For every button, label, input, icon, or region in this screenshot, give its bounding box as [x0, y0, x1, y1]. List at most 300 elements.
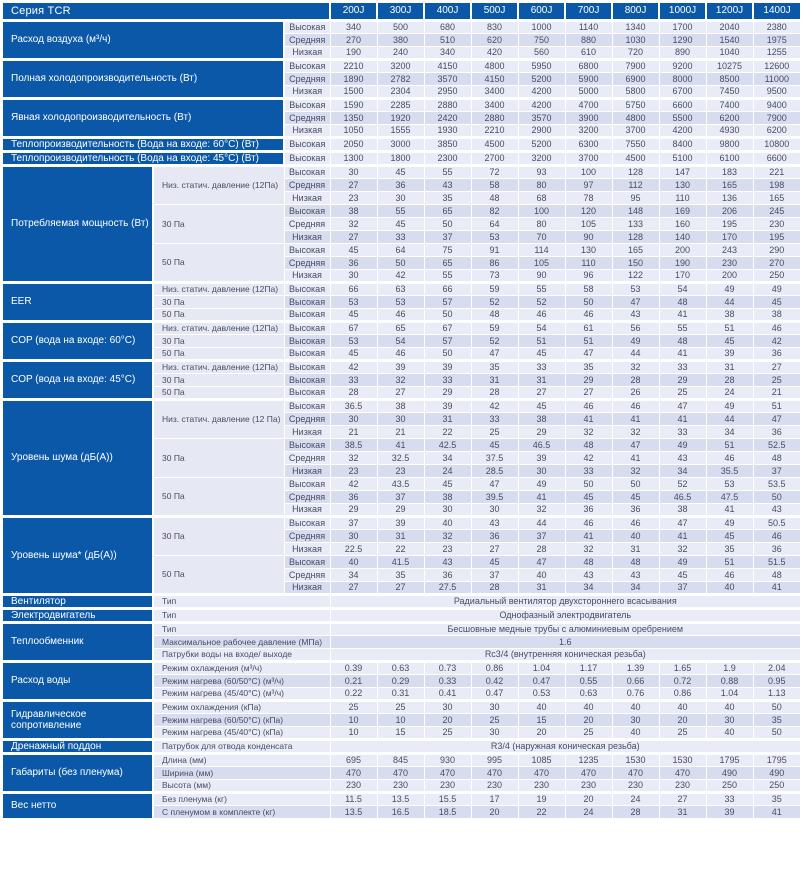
value-cell: 2950 — [424, 85, 471, 98]
value-cell: 31 — [612, 542, 659, 555]
value-cell: 53 — [330, 334, 377, 347]
table-row — [3, 622, 800, 635]
value-cell: 1540 — [706, 33, 753, 46]
value-cell: 9200 — [659, 59, 706, 72]
value-cell: 10 — [377, 713, 424, 726]
fan-speed-label: Средняя — [284, 72, 330, 85]
table-header-row — [3, 3, 800, 20]
fan-speed-label: Высокая — [284, 204, 330, 217]
value-cell: 43 — [612, 568, 659, 581]
value-cell: 44 — [612, 347, 659, 360]
value-cell: 0.21 — [330, 674, 377, 687]
value-cell: 51 — [565, 334, 612, 347]
value-cell: 50 — [612, 477, 659, 490]
value-cell: 165 — [753, 191, 800, 204]
value-cell: 0.95 — [753, 674, 800, 687]
fan-speed-label: Высокая — [284, 295, 330, 308]
value-cell: 41 — [659, 308, 706, 321]
value-cell: 41 — [377, 438, 424, 451]
value-cell: 36 — [753, 542, 800, 555]
value-cell: 39 — [377, 516, 424, 529]
value-cell: 7900 — [612, 59, 659, 72]
row-sublabel: Тип — [153, 594, 330, 608]
value-cell: 31 — [659, 805, 706, 818]
value-cell: 4500 — [471, 137, 518, 151]
section-label: COP (вода на входе: 45°C) — [3, 360, 153, 399]
model-column-header: 800J — [612, 3, 659, 20]
value-cell: 36 — [612, 503, 659, 516]
value-cell: 4800 — [471, 59, 518, 72]
value-cell: 0.63 — [377, 661, 424, 674]
fan-speed-label: Средняя — [284, 568, 330, 581]
row-sublabel: 30 Па — [153, 438, 284, 477]
value-cell: 48 — [659, 295, 706, 308]
value-cell: 15 — [377, 726, 424, 739]
value-cell: 1030 — [612, 33, 659, 46]
value-cell: 46 — [753, 529, 800, 542]
value-cell: 53 — [377, 295, 424, 308]
value-cell: 490 — [753, 766, 800, 779]
value-cell: 33 — [330, 373, 377, 386]
value-cell: 41.5 — [377, 555, 424, 568]
value-cell: 36 — [753, 347, 800, 360]
value-cell: 221 — [753, 165, 800, 178]
value-cell: 41 — [659, 529, 706, 542]
value-cell: 4700 — [565, 98, 612, 111]
value-cell: 230 — [565, 779, 612, 792]
value-cell: 19 — [518, 792, 565, 805]
value-cell: 47 — [471, 347, 518, 360]
value-cell: 53 — [612, 282, 659, 295]
row-sublabel: Патрубки воды на входе/ выходе — [153, 648, 330, 661]
value-cell: 45 — [706, 334, 753, 347]
value-cell: 0.53 — [518, 687, 565, 700]
value-cell: 46.5 — [659, 490, 706, 503]
value-cell: 34 — [424, 451, 471, 464]
value-cell: 995 — [471, 753, 518, 766]
value-cell: 230 — [706, 256, 753, 269]
value-cell: 4200 — [518, 98, 565, 111]
value-cell: 1700 — [659, 20, 706, 33]
value-cell: 51 — [518, 334, 565, 347]
value-cell: 53 — [330, 295, 377, 308]
value-cell: 47 — [659, 516, 706, 529]
value-cell: 65 — [424, 256, 471, 269]
value-cell: 47 — [612, 438, 659, 451]
value-cell: 3900 — [565, 111, 612, 124]
value-cell: 41 — [706, 503, 753, 516]
value-cell: 1975 — [753, 33, 800, 46]
value-cell: 6200 — [706, 111, 753, 124]
row-sublabel: С пленумом в комплекте (кг) — [153, 805, 330, 818]
table-row — [3, 594, 800, 608]
value-cell: 0.29 — [377, 674, 424, 687]
value-cell: 33 — [659, 425, 706, 438]
value-cell: 41 — [753, 581, 800, 594]
section-label: Уровень шума* (дБ(А)) — [3, 516, 153, 594]
value-cell: 420 — [471, 46, 518, 59]
value-cell: 31 — [518, 373, 565, 386]
value-cell: 32 — [612, 360, 659, 373]
row-sublabel: Тип — [153, 622, 330, 635]
value-cell: 53 — [471, 230, 518, 243]
value-cell: 128 — [612, 230, 659, 243]
table-row — [3, 753, 800, 766]
value-cell: 1.04 — [518, 661, 565, 674]
value-cell: 51 — [706, 555, 753, 568]
value-cell: 0.39 — [330, 661, 377, 674]
fan-speed-label: Высокая — [284, 243, 330, 256]
value-cell: 40 — [330, 555, 377, 568]
value-cell: 40 — [612, 726, 659, 739]
value-cell: 52 — [471, 295, 518, 308]
value-cell: 190 — [659, 256, 706, 269]
value-cell: 34 — [565, 581, 612, 594]
value-cell: 29 — [330, 503, 377, 516]
value-cell: 30 — [424, 503, 471, 516]
fan-speed-label: Высокая — [284, 438, 330, 451]
value-cell: 15 — [518, 713, 565, 726]
value-cell: 78 — [565, 191, 612, 204]
value-cell: 53.5 — [753, 477, 800, 490]
value-cell: 110 — [565, 256, 612, 269]
value-cell: 44 — [706, 412, 753, 425]
value-cell: 20 — [518, 726, 565, 739]
value-cell: 68 — [518, 191, 565, 204]
section-label: Вес нетто — [3, 792, 153, 818]
value-cell: 37 — [377, 490, 424, 503]
value-cell: 41 — [612, 451, 659, 464]
value-cell: 45 — [518, 347, 565, 360]
value-cell: 0.86 — [659, 687, 706, 700]
value-cell: 47 — [659, 399, 706, 412]
value-cell: 25 — [659, 726, 706, 739]
value-cell: 20 — [424, 713, 471, 726]
value-cell: 41 — [518, 490, 565, 503]
value-cell: 1500 — [330, 85, 377, 98]
value-cell: 9500 — [753, 85, 800, 98]
value-cell: 30 — [612, 713, 659, 726]
fan-speed-label: Высокая — [284, 151, 330, 165]
table-row — [3, 165, 800, 178]
row-sublabel: 50 Па — [153, 555, 284, 594]
value-cell: 43 — [424, 178, 471, 191]
value-cell: 3700 — [565, 151, 612, 165]
value-cell: 5200 — [518, 72, 565, 85]
row-sublabel: 50 Па — [153, 386, 284, 399]
value-cell: 2700 — [471, 151, 518, 165]
value-cell: 46 — [377, 347, 424, 360]
value-cell: 45 — [330, 347, 377, 360]
value-cell: 46 — [706, 568, 753, 581]
value-cell: 620 — [471, 33, 518, 46]
value-cell: 45 — [377, 217, 424, 230]
value-cell: 26 — [612, 386, 659, 399]
fan-speed-label: Средняя — [284, 412, 330, 425]
value-cell: 45 — [377, 165, 424, 178]
value-cell: 50 — [424, 308, 471, 321]
table-row — [3, 321, 800, 334]
value-cell: 136 — [706, 191, 753, 204]
value-cell: 2304 — [377, 85, 424, 98]
value-cell: 66 — [330, 282, 377, 295]
value-cell: 270 — [330, 33, 377, 46]
value-cell: 25 — [471, 713, 518, 726]
value-cell: 3200 — [377, 59, 424, 72]
value-cell: 27 — [471, 542, 518, 555]
value-cell: 40 — [659, 700, 706, 713]
value-cell: 230 — [377, 779, 424, 792]
fan-speed-label: Высокая — [284, 399, 330, 412]
value-cell: 130 — [565, 243, 612, 256]
value-cell: 23 — [330, 191, 377, 204]
value-cell: 35 — [565, 360, 612, 373]
value-cell: 20 — [565, 792, 612, 805]
value-cell: 5200 — [518, 137, 565, 151]
tcr-spec-table — [3, 3, 800, 819]
value-cell: 30 — [330, 529, 377, 542]
model-column-header: 300J — [377, 3, 424, 20]
merged-value-cell: 1.6 — [330, 635, 800, 648]
value-cell: 43 — [471, 516, 518, 529]
row-sublabel: Низ. статич. давление (12Па) — [153, 321, 284, 334]
value-cell: 147 — [659, 165, 706, 178]
value-cell: 43 — [565, 568, 612, 581]
row-sublabel: 50 Па — [153, 243, 284, 282]
value-cell: 28 — [612, 373, 659, 386]
value-cell: 845 — [377, 753, 424, 766]
row-sublabel: Патрубок для отвода конденсата — [153, 739, 330, 753]
value-cell: 10275 — [706, 59, 753, 72]
value-cell: 32 — [330, 217, 377, 230]
value-cell: 36.5 — [330, 399, 377, 412]
value-cell: 1235 — [565, 753, 612, 766]
value-cell: 32 — [565, 542, 612, 555]
value-cell: 3400 — [471, 85, 518, 98]
value-cell: 27 — [659, 792, 706, 805]
value-cell: 0.66 — [612, 674, 659, 687]
value-cell: 3570 — [518, 111, 565, 124]
section-label: COP (вода на входе: 60°C) — [3, 321, 153, 360]
table-row — [3, 516, 800, 529]
value-cell: 29 — [424, 386, 471, 399]
value-cell: 50 — [424, 217, 471, 230]
row-sublabel: Режим нагрева (45/40°C) (кПа) — [153, 726, 330, 739]
value-cell: 6600 — [753, 151, 800, 165]
section-label: Расход воздуха (м³/ч) — [3, 20, 284, 59]
fan-speed-label: Высокая — [284, 321, 330, 334]
value-cell: 830 — [471, 20, 518, 33]
value-cell: 35.5 — [706, 464, 753, 477]
value-cell: 34 — [659, 464, 706, 477]
value-cell: 112 — [612, 178, 659, 191]
value-cell: 45 — [753, 295, 800, 308]
value-cell: 1555 — [377, 124, 424, 137]
value-cell: 470 — [471, 766, 518, 779]
value-cell: 37 — [330, 516, 377, 529]
value-cell: 46.5 — [518, 438, 565, 451]
value-cell: 86 — [471, 256, 518, 269]
value-cell: 880 — [565, 33, 612, 46]
value-cell: 46 — [753, 321, 800, 334]
value-cell: 35 — [377, 568, 424, 581]
value-cell: 8500 — [706, 72, 753, 85]
value-cell: 33 — [424, 373, 471, 386]
fan-speed-label: Высокая — [284, 477, 330, 490]
value-cell: 48 — [753, 568, 800, 581]
value-cell: 37 — [424, 230, 471, 243]
value-cell: 41 — [565, 412, 612, 425]
value-cell: 27.5 — [424, 581, 471, 594]
fan-speed-label: Высокая — [284, 516, 330, 529]
value-cell: 54 — [518, 321, 565, 334]
value-cell: 1795 — [706, 753, 753, 766]
value-cell: 33 — [471, 412, 518, 425]
value-cell: 54 — [377, 334, 424, 347]
value-cell: 250 — [706, 779, 753, 792]
value-cell: 2880 — [424, 98, 471, 111]
value-cell: 1920 — [377, 111, 424, 124]
value-cell: 230 — [518, 779, 565, 792]
value-cell: 198 — [753, 178, 800, 191]
value-cell: 20 — [565, 713, 612, 726]
value-cell: 23 — [424, 542, 471, 555]
value-cell: 33 — [659, 360, 706, 373]
value-cell: 34 — [612, 581, 659, 594]
fan-speed-label: Средняя — [284, 178, 330, 191]
value-cell: 8400 — [659, 137, 706, 151]
value-cell: 23 — [330, 464, 377, 477]
value-cell: 1795 — [753, 753, 800, 766]
value-cell: 3850 — [424, 137, 471, 151]
value-cell: 2050 — [330, 137, 377, 151]
value-cell: 25 — [471, 425, 518, 438]
value-cell: 36 — [565, 503, 612, 516]
merged-value-cell: Бесшовные медные трубы с алюминиевым оребрением — [330, 622, 800, 635]
value-cell: 11000 — [753, 72, 800, 85]
value-cell: 30 — [377, 412, 424, 425]
value-cell: 38 — [377, 399, 424, 412]
value-cell: 95 — [612, 191, 659, 204]
value-cell: 610 — [565, 46, 612, 59]
value-cell: 1.13 — [753, 687, 800, 700]
fan-speed-label: Средняя — [284, 451, 330, 464]
value-cell: 2040 — [706, 20, 753, 33]
value-cell: 890 — [659, 46, 706, 59]
value-cell: 3000 — [377, 137, 424, 151]
merged-value-cell: R3/4 (наружная коническая резьба) — [330, 739, 800, 753]
model-column-header: 400J — [424, 3, 471, 20]
value-cell: 80 — [518, 217, 565, 230]
value-cell: 148 — [612, 204, 659, 217]
value-cell: 46 — [518, 308, 565, 321]
section-label: Потребляемая мощность (Вт) — [3, 165, 153, 282]
value-cell: 6300 — [565, 137, 612, 151]
value-cell: 49 — [753, 282, 800, 295]
value-cell: 105 — [565, 217, 612, 230]
value-cell: 40 — [612, 529, 659, 542]
value-cell: 43 — [424, 555, 471, 568]
value-cell: 21 — [753, 386, 800, 399]
value-cell: 28 — [330, 386, 377, 399]
value-cell: 42 — [330, 360, 377, 373]
value-cell: 38 — [518, 412, 565, 425]
value-cell: 57 — [424, 295, 471, 308]
value-cell: 170 — [706, 230, 753, 243]
merged-value-cell: Радиальный вентилятор двухстороннего всасывания — [330, 594, 800, 608]
value-cell: 51 — [706, 438, 753, 451]
value-cell: 58 — [471, 178, 518, 191]
value-cell: 2880 — [471, 111, 518, 124]
value-cell: 380 — [377, 33, 424, 46]
section-label: Теплопроизводительность (Вода на входе: 45°C) (Вт) — [3, 151, 284, 165]
value-cell: 105 — [518, 256, 565, 269]
value-cell: 1350 — [330, 111, 377, 124]
value-cell: 52 — [659, 477, 706, 490]
value-cell: 40 — [612, 700, 659, 713]
value-cell: 51 — [753, 399, 800, 412]
row-sublabel: Режим нагрева (60/50°C) (кПа) — [153, 713, 330, 726]
value-cell: 0.63 — [565, 687, 612, 700]
value-cell: 27 — [753, 360, 800, 373]
value-cell: 3200 — [565, 124, 612, 137]
value-cell: 490 — [706, 766, 753, 779]
value-cell: 4500 — [612, 151, 659, 165]
table-row — [3, 137, 800, 151]
value-cell: 50 — [565, 295, 612, 308]
value-cell: 250 — [753, 269, 800, 282]
value-cell: 7550 — [612, 137, 659, 151]
value-cell: 150 — [612, 256, 659, 269]
row-sublabel: 50 Па — [153, 308, 284, 321]
value-cell: 2900 — [518, 124, 565, 137]
value-cell: 30 — [471, 700, 518, 713]
value-cell: 52.5 — [753, 438, 800, 451]
row-sublabel: Режим нагрева (45/40°C) (м³/ч) — [153, 687, 330, 700]
value-cell: 48 — [565, 438, 612, 451]
section-label: Гидравлическое сопротивление — [3, 700, 153, 739]
value-cell: 37.5 — [471, 451, 518, 464]
value-cell: 47 — [565, 347, 612, 360]
value-cell: 65 — [377, 321, 424, 334]
fan-speed-label: Высокая — [284, 282, 330, 295]
value-cell: 13.5 — [377, 792, 424, 805]
value-cell: 35 — [753, 713, 800, 726]
value-cell: 36 — [471, 529, 518, 542]
value-cell: 55 — [659, 321, 706, 334]
value-cell: 91 — [471, 243, 518, 256]
value-cell: 90 — [565, 230, 612, 243]
value-cell: 22 — [424, 425, 471, 438]
value-cell: 1300 — [330, 151, 377, 165]
value-cell: 0.76 — [612, 687, 659, 700]
value-cell: 28 — [612, 805, 659, 818]
value-cell: 64 — [471, 217, 518, 230]
value-cell: 48 — [471, 308, 518, 321]
value-cell: 49 — [659, 438, 706, 451]
value-cell: 2782 — [377, 72, 424, 85]
value-cell: 33 — [518, 360, 565, 373]
value-cell: 73 — [471, 269, 518, 282]
model-column-header: 700J — [565, 3, 612, 20]
value-cell: 2.04 — [753, 661, 800, 674]
value-cell: 46 — [565, 399, 612, 412]
value-cell: 128 — [612, 165, 659, 178]
row-sublabel: Режим охлаждения (кПа) — [153, 700, 330, 713]
value-cell: 1.65 — [659, 661, 706, 674]
value-cell: 55 — [377, 204, 424, 217]
value-cell: 38 — [424, 490, 471, 503]
